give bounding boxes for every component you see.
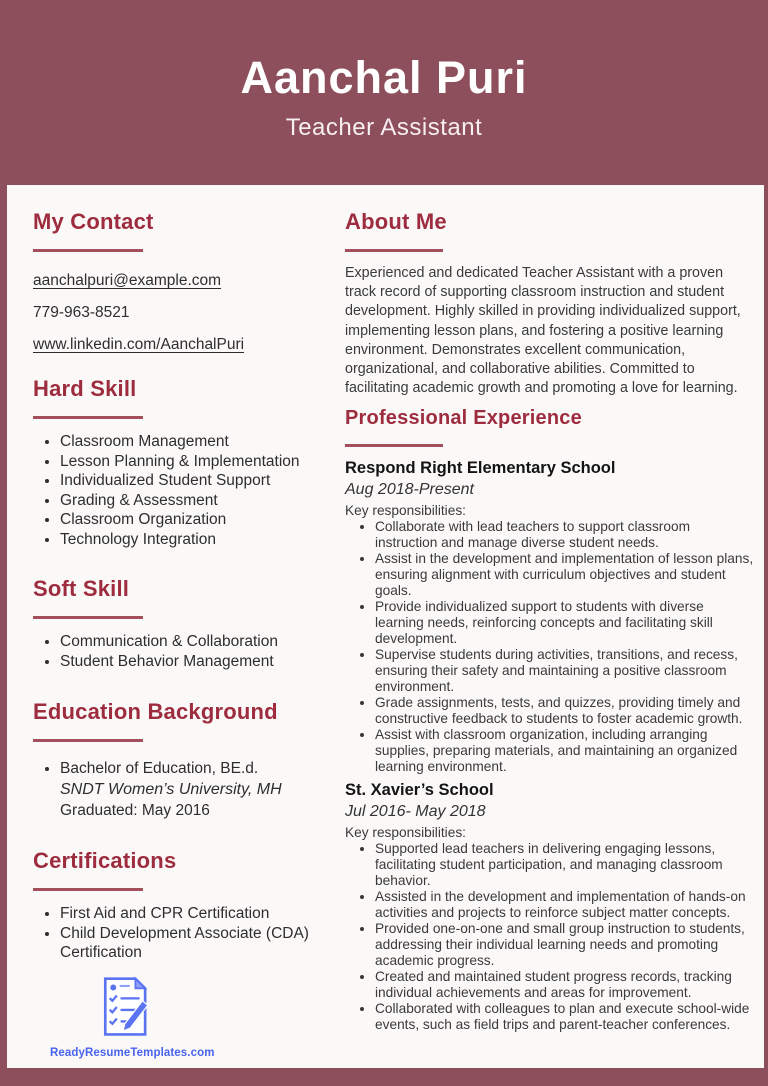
hard-skill-heading: Hard Skill xyxy=(33,376,137,401)
bottom-border xyxy=(0,1068,768,1086)
job-entry xyxy=(345,781,754,1033)
about-text: Experienced and dedicated Teacher Assistant with a proven track record of supporting classroom instruction and student development. Highly skilled in providing individualized support, implementing lesson plans, and fostering a positive learning environment. Demonstrates excellent communication, organizational, and collaborative abilities. Committed to facilitating academic growth and promoting a love for learning. xyxy=(345,265,741,397)
education-entry xyxy=(60,758,335,821)
job-dates: Jul 2016- May 2018 xyxy=(345,803,486,821)
header-band xyxy=(0,0,768,185)
linkedin-link[interactable]: www.linkedin.com/AanchalPuri xyxy=(33,336,245,353)
education-degree: Bachelor of Education, BE.d. xyxy=(60,760,259,777)
job-company: Respond Right Elementary School xyxy=(345,459,616,478)
job-bullet: • Assist in the development and implementation of lesson plans, ensuring alignment with curriculum objectives and student goals. xyxy=(375,551,754,599)
job-bullet: • Supervise students during activities, transitions, and recess, ensuring their safety and maintaining a positive classroom environment. xyxy=(375,647,754,695)
hard-skill-section xyxy=(33,376,335,549)
list-item: • Student Behavior Management xyxy=(60,652,335,672)
email-link[interactable]: aanchalpuri@example.com xyxy=(33,272,222,289)
list-item: • Individualized Student Support xyxy=(60,471,335,491)
experience-section xyxy=(345,407,754,1033)
job-bullet: • Grade assignments, tests, and quizzes, providing timely and constructive feedback to students to foster academic growth. xyxy=(375,695,754,727)
certifications-list xyxy=(33,904,335,963)
list-item: • Classroom Management xyxy=(60,432,335,452)
list-item: • Technology Integration xyxy=(60,530,335,550)
branding-site-link[interactable]: ReadyResumeTemplates.com xyxy=(50,1047,215,1059)
job-bullet: • Collaborated with colleagues to plan and execute school-wide events, such as field trips and parent-teacher conferences. xyxy=(375,1001,754,1033)
heading-rule xyxy=(33,416,143,419)
heading-rule xyxy=(33,616,143,619)
certifications-heading: Certifications xyxy=(33,848,177,873)
heading-rule xyxy=(345,444,443,447)
phone-number: 779-963-8521 xyxy=(33,304,130,321)
education-graduated: Graduated: May 2016 xyxy=(60,802,210,819)
list-item: • Lesson Planning & Implementation xyxy=(60,452,335,472)
heading-rule xyxy=(33,249,143,252)
branding-block xyxy=(50,976,215,1059)
job-responsibilities-label: Key responsibilities: xyxy=(345,825,466,841)
certifications-section xyxy=(33,848,335,963)
job-bullet: • Provided one-on-one and small group instruction to students, addressing their individual learning needs and promoting academic progress. xyxy=(375,921,754,969)
heading-rule xyxy=(33,888,143,891)
education-section xyxy=(33,699,335,821)
job-bullet: • Assist with classroom organization, including arranging supplies, preparing materials, and maintaining an organized learning environment. xyxy=(375,727,754,775)
education-school: SNDT Women’s University, MH xyxy=(60,781,282,798)
main-column xyxy=(335,209,754,1033)
person-job-title: Teacher Assistant xyxy=(285,113,483,141)
person-name: Aanchal Puri xyxy=(240,51,528,103)
contact-section xyxy=(33,209,335,354)
contact-heading: My Contact xyxy=(33,209,154,234)
content-area xyxy=(0,185,768,1033)
soft-skill-section xyxy=(33,576,335,672)
job-bullet: • Collaborate with lead teachers to support classroom instruction and manage diverse student needs. xyxy=(375,519,754,551)
job-entry xyxy=(345,459,754,775)
right-border xyxy=(764,185,768,1086)
education-heading: Education Background xyxy=(33,699,278,724)
list-item: • Communication & Collaboration xyxy=(60,632,335,652)
experience-heading: Professional Experience xyxy=(345,407,582,430)
job-responsibilities-label: Key responsibilities: xyxy=(345,503,466,519)
hard-skill-list xyxy=(33,432,335,549)
heading-rule xyxy=(33,739,143,742)
soft-skill-heading: Soft Skill xyxy=(33,576,130,601)
about-section xyxy=(345,209,754,398)
list-item: • Grading & Assessment xyxy=(60,491,335,511)
education-list xyxy=(33,758,335,821)
job-bullet-list xyxy=(345,841,754,1033)
sidebar xyxy=(33,209,335,1033)
list-item: • Child Development Associate (CDA) Certification xyxy=(60,924,335,963)
job-bullet: • Created and maintained student progress records, tracking individual achievements and areas for improvement. xyxy=(375,969,754,1001)
job-dates: Aug 2018-Present xyxy=(345,481,474,499)
resume-checklist-icon xyxy=(96,1025,150,1042)
job-bullet: • Supported lead teachers in delivering engaging lessons, facilitating student participation, and managing classroom behavior. xyxy=(375,841,754,889)
list-item: • Classroom Organization xyxy=(60,510,335,530)
job-bullet-list xyxy=(345,519,754,775)
job-bullet: • Provide individualized support to students with diverse learning needs, reinforcing concepts and facilitating skill development. xyxy=(375,599,754,647)
job-company: St. Xavier’s School xyxy=(345,781,494,800)
job-bullet: • Assisted in the development and implementation of hands-on activities and projects to reinforce subject matter concepts. xyxy=(375,889,754,921)
list-item: • First Aid and CPR Certification xyxy=(60,904,335,924)
about-heading: About Me xyxy=(345,209,447,234)
heading-rule xyxy=(345,249,443,252)
left-border xyxy=(0,185,7,1086)
soft-skill-list xyxy=(33,632,335,672)
